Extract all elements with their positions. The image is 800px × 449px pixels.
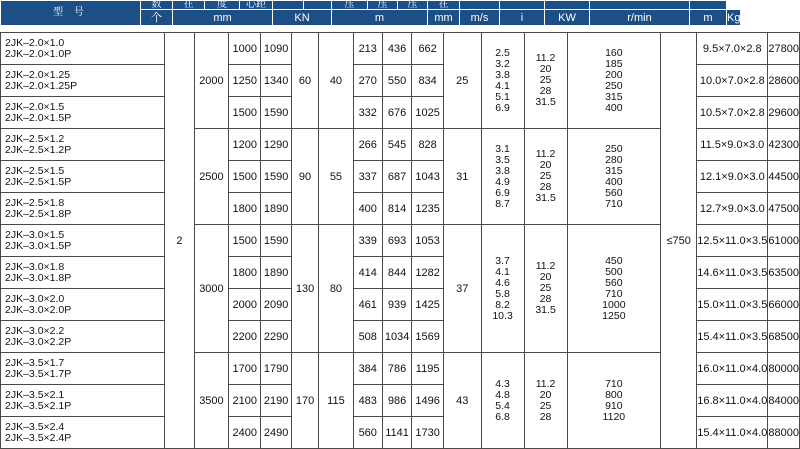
weight-cell: 28600 (768, 65, 800, 97)
drum-width-cell: 1700 (229, 353, 261, 385)
rope-length-1-cell: 384 (353, 353, 382, 385)
unit-dimensions: m (690, 10, 727, 26)
model-name-variant: 2JK–2.5×1.8P (5, 207, 72, 220)
power-list-cell: 250 280 315 400 560 710 (567, 129, 661, 225)
power-list-cell: 160 185 200 250 315 400 (567, 33, 661, 129)
unit-weight: Kg (727, 11, 741, 24)
drum-diameter-cell: 3000 (194, 225, 228, 353)
drum-spacing-cell: 2290 (261, 321, 292, 353)
weight-cell: 66000 (768, 289, 800, 321)
rope-length-2-cell: 436 (382, 33, 412, 65)
drum-spacing-cell: 2490 (261, 417, 292, 449)
drum-spacing-cell: 1790 (261, 353, 292, 385)
header-top-fragment: 心距 (240, 1, 273, 10)
weight-cell: 47500 (768, 193, 800, 225)
model-name: 2JK–3.5×1.7 (5, 356, 65, 369)
weight-cell: 27800 (768, 33, 800, 65)
header-top-fragment: 度 (205, 1, 240, 10)
header-top-fragment (545, 1, 590, 10)
model-name: 2JK–2.0×1.0 (5, 36, 65, 49)
ratio-list-cell: 11.2 20 25 28 31.5 (524, 129, 567, 225)
drum-spacing-cell: 1590 (261, 225, 292, 257)
rope-length-3-cell: 1043 (412, 161, 443, 193)
dimensions-cell: 9.5×7.0×2.8 (697, 33, 768, 65)
model-name: 2JK–3.0×1.8 (5, 260, 65, 273)
header-model: 型 号 (1, 1, 141, 26)
unit-speed: m/s (460, 10, 500, 26)
drum-spacing-cell: 2090 (261, 289, 292, 321)
drum-width-cell: 2200 (229, 321, 261, 353)
rope-length-3-cell: 1025 (412, 97, 443, 129)
rope-length-3-cell: 834 (412, 65, 443, 97)
rope-diameter-cell: 37 (443, 225, 481, 353)
model-cell (1, 385, 165, 417)
rope-length-2-cell: 550 (382, 65, 412, 97)
unit-power: KW (545, 10, 590, 26)
header-top-fragment: 压 (368, 1, 398, 10)
model-cell (1, 353, 165, 385)
rope-length-2-cell: 693 (382, 225, 412, 257)
weight-cell: 42300 (768, 129, 800, 161)
rope-length-2-cell: 986 (382, 385, 412, 417)
model-name-variant: 2JK–3.0×2.2P (5, 335, 72, 348)
rope-length-1-cell: 400 (353, 193, 382, 225)
header-top-fragment (460, 1, 500, 10)
unit-mm: mm (173, 10, 273, 26)
rope-length-2-cell: 1034 (382, 321, 412, 353)
max-tension-cell: 60 (291, 33, 318, 129)
drum-diameter-cell: 3500 (194, 353, 228, 449)
rope-diameter-cell: 43 (443, 353, 481, 449)
power-list-cell: 450 500 560 710 1000 1250 (567, 225, 661, 353)
model-name-variant: 2JK–2.0×1.0P (5, 47, 72, 60)
weight-cell: 61000 (768, 225, 800, 257)
model-cell (1, 289, 165, 321)
model-name: 2JK–3.0×2.0 (5, 292, 65, 305)
unit-m: m (332, 10, 428, 26)
header-top-fragment: 数 (141, 1, 173, 10)
model-name-variant: 2JK–3.5×2.1P (5, 399, 72, 412)
rope-length-1-cell: 332 (353, 97, 382, 129)
rope-length-3-cell: 828 (412, 129, 443, 161)
header-top-fragment: 压 (398, 1, 428, 10)
rope-length-1-cell: 339 (353, 225, 382, 257)
dimensions-cell: 14.6×11.0×3.5 (697, 257, 768, 289)
dimensions-cell: 11.5×9.0×3.0 (697, 129, 768, 161)
weight-cell: 44500 (768, 161, 800, 193)
rope-length-3-cell: 1569 (412, 321, 443, 353)
dimensions-cell: 12.7×9.0×3.0 (697, 193, 768, 225)
drum-count-cell: 2 (164, 33, 194, 449)
drum-diameter-cell: 2500 (194, 129, 228, 225)
speed-list-cell: 3.7 4.1 4.6 5.8 8.2 10.3 (481, 225, 524, 353)
dimensions-cell: 15.4×11.0×4.0 (697, 417, 768, 449)
dimensions-cell: 16.8×11.0×4.0 (697, 385, 768, 417)
drum-width-cell: 1200 (229, 129, 261, 161)
drum-spacing-cell: 1890 (261, 193, 292, 225)
rope-length-3-cell: 1053 (412, 225, 443, 257)
rope-length-1-cell: 270 (353, 65, 382, 97)
tension-diff-cell: 40 (319, 33, 354, 129)
dimensions-cell: 10.5×7.0×2.8 (697, 97, 768, 129)
rope-length-2-cell: 687 (382, 161, 412, 193)
weight-cell: 84000 (768, 385, 800, 417)
model-cell (1, 321, 165, 353)
max-tension-cell: 170 (291, 353, 318, 449)
drum-width-cell: 1500 (229, 161, 261, 193)
drum-diameter-cell: 2000 (194, 33, 228, 129)
model-name: 2JK–2.5×1.8 (5, 196, 65, 209)
unit-kn: KN (273, 10, 332, 26)
model-name: 2JK–2.5×1.2 (5, 132, 65, 145)
unit-ratio: i (500, 10, 545, 26)
header-top-fragment (690, 1, 727, 10)
model-name: 2JK–2.5×1.5 (5, 164, 65, 177)
rope-length-2-cell: 545 (382, 129, 412, 161)
weight-cell: 88000 (768, 417, 800, 449)
drum-width-cell: 1800 (229, 193, 261, 225)
rope-length-2-cell: 1141 (382, 417, 412, 449)
rope-length-3-cell: 1195 (412, 353, 443, 385)
model-name-variant: 2JK–2.0×1.25P (5, 79, 78, 92)
model-name-variant: 2JK–2.0×1.5P (5, 111, 72, 124)
header-top-fragment (273, 1, 304, 10)
rope-length-2-cell: 676 (382, 97, 412, 129)
model-cell (1, 65, 165, 97)
model-name: 2JK–3.0×1.5 (5, 228, 65, 241)
model-cell (1, 97, 165, 129)
model-name: 2JK–3.5×2.1 (5, 388, 65, 401)
model-name-variant: 2JK–3.0×2.0P (5, 303, 72, 316)
rope-diameter-cell: 25 (443, 33, 481, 129)
drum-width-cell: 1500 (229, 97, 261, 129)
rope-length-2-cell: 939 (382, 289, 412, 321)
rope-length-3-cell: 1235 (412, 193, 443, 225)
model-cell (1, 33, 165, 65)
max-tension-cell: 90 (291, 129, 318, 225)
drum-spacing-cell: 1590 (261, 97, 292, 129)
power-list-cell: 710 800 910 1120 (567, 353, 661, 449)
drum-width-cell: 1000 (229, 33, 261, 65)
spec-table (0, 32, 800, 449)
drum-spacing-cell: 1290 (261, 129, 292, 161)
dimensions-cell: 12.1×9.0×3.0 (697, 161, 768, 193)
rpm-cell: ≤750 (661, 33, 697, 449)
weight-cell: 63500 (768, 257, 800, 289)
model-name-variant: 2JK–2.5×1.5P (5, 175, 72, 188)
tension-diff-cell: 55 (319, 129, 354, 225)
rope-length-1-cell: 483 (353, 385, 382, 417)
rope-length-3-cell: 1496 (412, 385, 443, 417)
model-cell (1, 193, 165, 225)
rope-length-1-cell: 560 (353, 417, 382, 449)
weight-cell: 29600 (768, 97, 800, 129)
rope-length-1-cell: 508 (353, 321, 382, 353)
header-top-fragment: 在 (428, 1, 460, 10)
rope-length-1-cell: 414 (353, 257, 382, 289)
speed-list-cell: 4.3 4.8 5.4 6.8 (481, 353, 524, 449)
model-name-variant: 2JK–3.0×1.8P (5, 271, 72, 284)
tension-diff-cell: 115 (319, 353, 354, 449)
rope-length-2-cell: 844 (382, 257, 412, 289)
speed-list-cell: 3.1 3.5 3.8 4.9 6.9 8.7 (481, 129, 524, 225)
rope-length-2-cell: 814 (382, 193, 412, 225)
model-cell (1, 161, 165, 193)
ratio-list-cell: 11.2 20 25 28 31.5 (524, 225, 567, 353)
model-cell (1, 225, 165, 257)
weight-cell: 80000 (768, 353, 800, 385)
dimensions-cell: 16.0×11.0×4.0 (697, 353, 768, 385)
rope-diameter-cell: 31 (443, 129, 481, 225)
header-top-fragment (590, 1, 690, 10)
max-tension-cell: 130 (291, 225, 318, 353)
rope-length-1-cell: 266 (353, 129, 382, 161)
header-top-fragment (500, 1, 545, 10)
ratio-list-cell: 11.2 20 25 28 (524, 353, 567, 449)
rope-length-3-cell: 1730 (412, 417, 443, 449)
dimensions-cell: 10.0×7.0×2.8 (697, 65, 768, 97)
model-name-variant: 2JK–3.5×2.4P (5, 431, 72, 444)
rope-length-3-cell: 1282 (412, 257, 443, 289)
drum-width-cell: 2000 (229, 289, 261, 321)
header-top-fragment: 压 (332, 1, 368, 10)
speed-list-cell: 2.5 3.2 3.8 4.1 5.1 6.9 (481, 33, 524, 129)
unit-rpm: r/min (590, 10, 690, 26)
drum-width-cell: 1800 (229, 257, 261, 289)
model-cell (1, 129, 165, 161)
model-name: 2JK–3.0×2.2 (5, 324, 65, 337)
model-name: 2JK–2.0×1.25 (5, 68, 71, 81)
drum-width-cell: 1500 (229, 225, 261, 257)
drum-spacing-cell: 1340 (261, 65, 292, 97)
dimensions-cell: 15.0×11.0×3.5 (697, 289, 768, 321)
model-name: 2JK–2.0×1.5 (5, 100, 65, 113)
drum-width-cell: 2400 (229, 417, 261, 449)
drum-width-cell: 2100 (229, 385, 261, 417)
drum-spacing-cell: 1090 (261, 33, 292, 65)
rope-length-1-cell: 461 (353, 289, 382, 321)
drum-spacing-cell: 1890 (261, 257, 292, 289)
unit-rope-mm: mm (428, 10, 460, 26)
model-cell (1, 257, 165, 289)
model-name-variant: 2JK–3.0×1.5P (5, 239, 72, 252)
header-top-fragment: 在 (173, 1, 205, 10)
rope-length-1-cell: 213 (353, 33, 382, 65)
table-header (0, 0, 741, 26)
drum-spacing-cell: 2190 (261, 385, 292, 417)
rope-length-1-cell: 337 (353, 161, 382, 193)
ratio-list-cell: 11.2 20 25 28 31.5 (524, 33, 567, 129)
drum-spacing-cell: 1590 (261, 161, 292, 193)
unit-count: 个 (141, 10, 173, 26)
model-name-variant: 2JK–2.5×1.2P (5, 143, 72, 156)
tension-diff-cell: 80 (319, 225, 354, 353)
header-top-fragment (304, 1, 332, 10)
rope-length-2-cell: 786 (382, 353, 412, 385)
dimensions-cell: 15.4×11.0×3.5 (697, 321, 768, 353)
weight-cell: 68500 (768, 321, 800, 353)
dimensions-cell: 12.5×11.0×3.5 (697, 225, 768, 257)
model-name-variant: 2JK–3.5×1.7P (5, 367, 72, 380)
rope-length-3-cell: 1425 (412, 289, 443, 321)
model-name: 2JK–3.5×2.4 (5, 420, 65, 433)
rope-length-3-cell: 662 (412, 33, 443, 65)
model-cell (1, 417, 165, 449)
drum-width-cell: 1250 (229, 65, 261, 97)
table-row (1, 33, 800, 65)
